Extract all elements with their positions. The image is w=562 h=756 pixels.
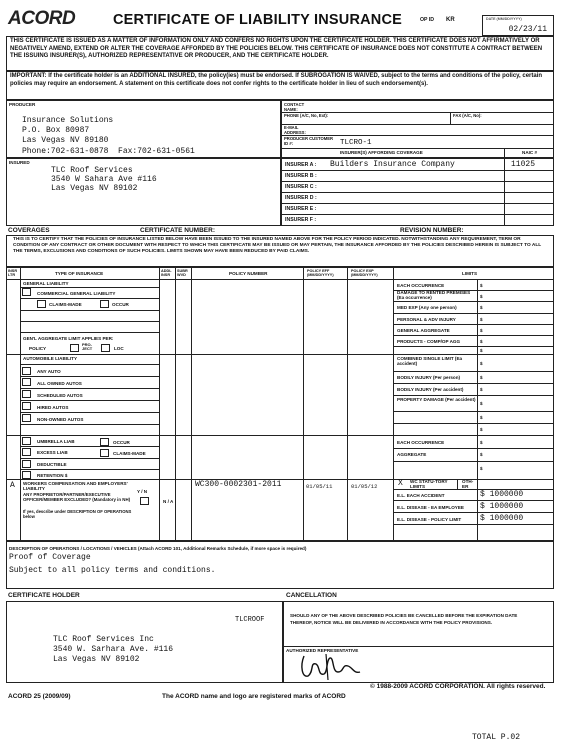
description-label: DESCRIPTION OF OPERATIONS / LOCATIONS / VEHICLES (Attach ACORD 101, Additional Remarks Schedule, if more space is required) — [9, 546, 307, 551]
wc-na: N / A — [163, 499, 174, 504]
contact-box — [281, 100, 554, 158]
umbrella-claims-made-label: CLAIMS-MADE — [113, 451, 146, 456]
wc-proprietor: ANY PROPRIETOR/PARTNER/EXECUTIVE OFFICER/MEMBER EXCLUDED? (Mandatory in NH) — [23, 492, 131, 502]
retention-checkbox[interactable] — [22, 471, 31, 479]
insurer-a-label: INSURER A : — [285, 162, 317, 168]
gl-limit-products: PRODUCTS - COMP/OP AGG — [397, 339, 461, 344]
auto-any-label: ANY AUTO — [37, 369, 61, 374]
auto-all-owned-checkbox[interactable] — [22, 378, 31, 386]
wc-insurer-letter: A — [10, 481, 15, 490]
certificate-holder-label: CERTIFICATE HOLDER — [8, 592, 80, 599]
insurer-a-naic: 11025 — [511, 160, 536, 169]
email-label: E-MAIL ADDRESS: — [284, 125, 306, 135]
certificate-number-label: CERTIFICATE NUMBER: — [140, 227, 215, 234]
producer-id-label: PRODUCER CUSTOMER ID #: — [284, 136, 334, 146]
gl-limit-damage-rented: DAMAGE TO RENTED PREMISES (Ea occurrence) — [397, 290, 471, 300]
col-policy-number: POLICY NUMBER — [229, 271, 268, 276]
auto-any-checkbox[interactable] — [22, 367, 31, 375]
umbrella-limit-aggregate: AGGREGATE — [397, 452, 427, 457]
gl-limit-general-aggregate: GENERAL AGGREGATE — [397, 328, 450, 333]
copyright: © 1988-2009 ACORD CORPORATION. All rights reserved. — [370, 683, 546, 690]
wc-excluded-checkbox[interactable] — [140, 497, 149, 505]
cancellation-label: CANCELLATION — [286, 592, 337, 599]
naic-header: NAIC # — [522, 150, 538, 155]
gl-limit-med-exp: MED EXP (Any one person) — [397, 305, 457, 310]
insurers-header: INSURER(S) AFFORDING COVERAGE — [340, 150, 423, 155]
gl-claims-made-label: CLAIMS-MADE — [49, 302, 82, 307]
auto-limit-dollar: $ — [480, 427, 483, 432]
gl-limit-dollar: $ — [480, 317, 483, 322]
auto-limit-dollar: $ — [480, 401, 483, 406]
holder-address2: Las Vegas NV 89102 — [53, 655, 140, 664]
form-number: ACORD 25 (2009/09) — [8, 693, 71, 700]
insured-address1: 3540 W Sahara Ave #116 — [51, 175, 157, 184]
wc-eff-date: 01/05/11 — [306, 483, 333, 490]
revision-number-label: REVISION NUMBER: — [400, 227, 464, 234]
authorized-representative-label: AUTHORIZED REPRESENTATIVE — [286, 648, 359, 653]
producer-address1: P.O. Box 80987 — [22, 126, 90, 135]
phone-label: PHONE (A/C, No, Ext): — [284, 113, 329, 118]
gl-aggregate-label: GEN'L AGGREGATE LIMIT APPLIES PER: — [23, 336, 114, 341]
producer-label: PRODUCER — [9, 102, 36, 107]
auto-limit-dollar: $ — [480, 387, 483, 392]
gl-occur-label: OCCUR — [112, 302, 129, 307]
umbrella-limit-dollar: $ — [480, 452, 483, 457]
gl-limit-dollar: $ — [480, 339, 483, 344]
auto-scheduled-label: SCHEDULED AUTOS — [37, 393, 83, 398]
wc-limit-ea-employee-value: $ 1000000 — [480, 502, 524, 511]
auto-limit-bi-accident: BODILY INJURY (Per accident) — [397, 387, 464, 392]
auto-title: AUTOMOBILE LIABILITY — [23, 356, 78, 361]
gl-loc-label: LOC — [114, 346, 124, 351]
wc-statutory-label: WC STATU-TORY LIMITS — [410, 479, 448, 489]
gl-limit-dollar: $ — [480, 283, 483, 288]
producer-id-value: TLCRO-1 — [340, 139, 372, 147]
trademark-notice: The ACORD name and logo are registered marks of ACORD — [162, 693, 346, 700]
holder-address1: 3540 W. Sarhara Ave. #116 — [53, 645, 174, 654]
umbrella-limit-each-occurrence: EACH OCCURRENCE — [397, 440, 445, 445]
coverage-table — [6, 267, 554, 541]
coverages-label: COVERAGES — [8, 227, 50, 234]
gl-project-checkbox[interactable] — [70, 344, 79, 352]
auto-hired-label: HIRED AUTOS — [37, 405, 69, 410]
wc-exp-date: 01/05/12 — [351, 483, 378, 490]
description-line2: Subject to all policy terms and conditions. — [9, 566, 216, 575]
gl-limit-personal-adv: PERSONAL & ADV INJURY — [397, 317, 456, 322]
holder-name: TLC Roof Services Inc — [53, 635, 154, 644]
form-title: CERTIFICATE OF LIABILITY INSURANCE — [113, 12, 403, 28]
date-value: 02/23/11 — [508, 25, 547, 34]
wc-limit-policy-limit-value: $ 1000000 — [480, 514, 524, 523]
cancellation-text: SHOULD ANY OF THE ABOVE DESCRIBED POLICIES BE CANCELLED BEFORE THE EXPIRATION DATE THEREOF, NOTICE WILL BE DELIVERED IN ACCORDANCE WITH THE POLICY PROVISIONS. — [290, 613, 518, 625]
signature-image — [298, 652, 368, 682]
gl-limit-each-occurrence: EACH OCCURRENCE — [397, 283, 445, 288]
col-limits: LIMITS — [462, 271, 478, 276]
fax-label: FAX (A/C, No): — [453, 113, 482, 118]
op-id-value: KR — [446, 17, 455, 23]
col-addl: ADDL INSR — [161, 269, 172, 278]
wc-limit-each-accident: E.L. EACH ACCIDENT — [397, 493, 445, 498]
contact-name-label: CONTACT NAME: — [284, 102, 305, 112]
umbrella-occur-label: OCCUR — [113, 440, 130, 445]
umbrella-occur-checkbox[interactable] — [100, 438, 109, 446]
op-id-label: OP ID — [420, 17, 435, 23]
auto-limit-dollar: $ — [480, 361, 483, 366]
gl-loc-checkbox[interactable] — [101, 344, 110, 352]
gl-limit-dollar: $ — [480, 328, 483, 333]
gl-commercial-checkbox[interactable] — [22, 288, 31, 296]
auto-hired-checkbox[interactable] — [22, 402, 31, 410]
description-box — [6, 541, 554, 589]
gl-commercial-label: COMMERCIAL GENERAL LIABILITY — [37, 291, 116, 296]
producer-box — [6, 100, 281, 158]
col-subr: SUBR WVD — [177, 269, 188, 278]
umbrella-claims-made-checkbox[interactable] — [100, 449, 109, 457]
disclaimer-box: THIS CERTIFICATE IS ISSUED AS A MATTER OF INFORMATION ONLY AND CONFERS NO RIGHTS UPON THE CERTIFICATE HOLDER. THIS CERTIFICATE DOES NOT AFFIRMATIVELY OR NEGATIVELY AMEND, EXTEND OR ALTER THE COVERAGE AFFORDED BY THE POLICIES BELOW. THIS CERTIFICATE OF INSURANCE DOES NOT CONSTITUTE A CONTRACT BETWEEN THE ISSUING INSURER(S), AUTHORIZED REPRESENTATIVE OR PRODUCER, AND THE CERTIFICATE HOLDER. — [6, 36, 554, 71]
col-insr-ltr: INSR LTR — [8, 269, 18, 278]
insurer-b-label: INSURER B : — [285, 173, 317, 179]
insurer-a-name: Builders Insurance Company — [330, 160, 455, 169]
wc-title: WORKERS COMPENSATION AND EMPLOYERS' LIABILITY — [23, 481, 128, 491]
gl-title: GENERAL LIABILITY — [23, 281, 69, 286]
excess-liab-label: EXCESS LIAB — [37, 450, 68, 455]
insured-address2: Las Vegas NV 89102 — [51, 184, 138, 193]
insurer-e-label: INSURER E : — [285, 206, 317, 212]
insurer-d-label: INSURER D : — [285, 195, 317, 201]
gl-occur-checkbox[interactable] — [100, 300, 109, 308]
gl-claims-made-checkbox[interactable] — [37, 300, 46, 308]
retention-label: RETENTION $ — [37, 473, 68, 478]
wc-limit-each-accident-value: $ 1000000 — [480, 490, 524, 499]
acord-logo: ACORD — [8, 8, 76, 29]
excess-checkbox[interactable] — [22, 448, 31, 456]
col-type: TYPE OF INSURANCE — [55, 271, 104, 276]
producer-address2: Las Vegas NV 89180 — [22, 136, 109, 145]
auto-limit-dollar: $ — [480, 375, 483, 380]
important-notice: IMPORTANT: If the certificate holder is an ADDITIONAL INSURED, the policy(ies) must be endorsed. If SUBROGATION IS WAIVED, subject to the terms and conditions of the policy, certain policies may require an endorsement. A statement on this certificate does not confer rights to the certificate holder in lieu of such endorsement(s). — [6, 71, 554, 100]
deductible-label: DEDUCTIBLE — [37, 462, 67, 467]
insured-name: TLC Roof Services — [51, 166, 133, 175]
wc-policy-number: WC300-0002301-2011 — [195, 480, 282, 489]
insurer-c-label: INSURER C : — [285, 184, 317, 190]
wc-other-label: OTH-ER — [462, 479, 474, 489]
auto-limit-bi-person: BODILY INJURY (Per person) — [397, 375, 461, 380]
cancellation-box — [283, 601, 554, 683]
gl-limit-dollar: $ — [480, 348, 483, 353]
wc-statutory-mark: X — [398, 479, 403, 488]
description-line1: Proof of Coverage — [9, 553, 91, 562]
auto-limit-property-damage: PROPERTY DAMAGE (Per accident) — [397, 397, 476, 402]
umbrella-limit-dollar: $ — [480, 440, 483, 445]
gl-limit-dollar: $ — [480, 305, 483, 310]
insurer-f-label: INSURER F : — [285, 217, 317, 223]
certificate-holder-box — [6, 601, 283, 683]
gl-limit-dollar: $ — [480, 294, 483, 299]
col-exp: POLICY EXP (MM/DD/YYYY) — [351, 269, 378, 278]
coverage-notice: THIS IS TO CERTIFY THAT THE POLICIES OF INSURANCE LISTED BELOW HAVE BEEN ISSUED TO THE INSURED NAMED ABOVE FOR THE POLICY PERIOD INDICATED. NOTWITHSTANDING ANY REQUIREMENT, TERM OR CONDITION OF ANY CONTRACT OR OTHER DOCUMENT WITH RESPECT TO WHICH THIS CERTIFICATE MAY BE ISSUED OR MAY PERTAIN, THE INSURANCE AFFORDED BY THE POLICIES DESCRIBED HEREIN IS SUBJECT TO ALL THE TERMS, EXCLUSIONS AND CONDITIONS OF SUCH POLICIES. LIMITS SHOWN MAY HAVE BEEN REDUCED BY PAID CLAIMS. — [6, 235, 554, 267]
auto-non-owned-label: NON-OWNED AUTOS — [37, 417, 84, 422]
gl-policy-label: POLICY — [29, 346, 47, 351]
wc-yn: Y / N — [137, 489, 148, 494]
wc-limit-ea-employee: E.L. DISEASE - EA EMPLOYEE — [397, 505, 464, 510]
auto-scheduled-checkbox[interactable] — [22, 390, 31, 398]
wc-limit-policy-limit: E.L. DISEASE - POLICY LIMIT — [397, 517, 462, 522]
producer-name: Insurance Solutions — [22, 116, 114, 125]
deductible-checkbox[interactable] — [22, 460, 31, 468]
date-box — [482, 15, 554, 36]
gl-project-label: PRO-JECT — [82, 342, 93, 352]
auto-non-owned-checkbox[interactable] — [22, 414, 31, 422]
col-eff: POLICY EFF (MM/DD/YYYY) — [307, 269, 334, 278]
insured-box — [6, 158, 281, 226]
auto-all-owned-label: ALL OWNED AUTOS — [37, 381, 82, 386]
insurers-box — [281, 158, 554, 226]
umbrella-liab-label: UMBRELLA LIAB — [37, 439, 75, 444]
date-label: DATE (MM/DD/YYYY) — [486, 17, 522, 21]
insured-label: INSURED — [9, 160, 30, 165]
umbrella-limit-dollar: $ — [480, 466, 483, 471]
umbrella-checkbox[interactable] — [22, 437, 31, 445]
auto-limit-combined: COMBINED SINGLE LIMIT (Ea accident) — [397, 356, 463, 366]
page-total: TOTAL P.02 — [472, 733, 521, 742]
auto-limit-dollar: $ — [480, 415, 483, 420]
producer-phone-fax: Phone:702-631-0878 Fax:702-631-0561 — [22, 147, 195, 156]
holder-code: TLCROOF — [235, 616, 265, 624]
wc-describe: If yes, describe under DESCRIPTION OF OPERATIONS below — [23, 509, 132, 519]
